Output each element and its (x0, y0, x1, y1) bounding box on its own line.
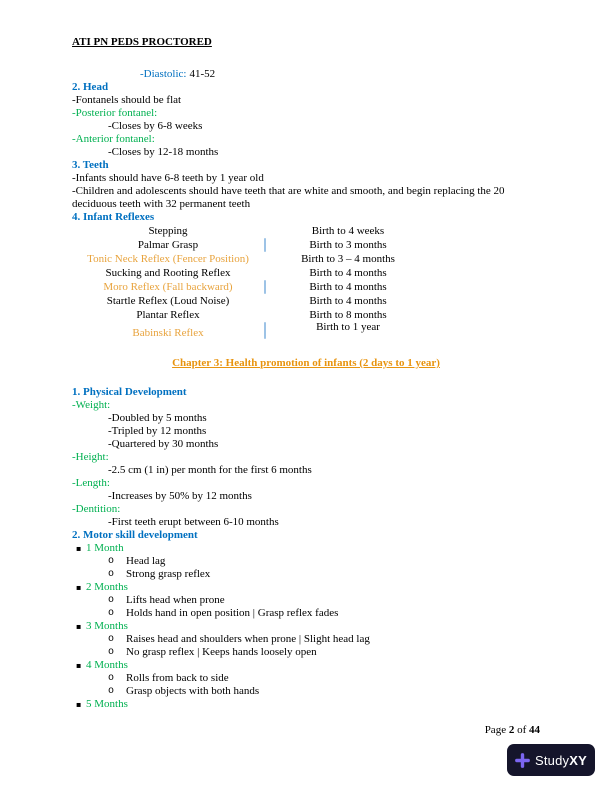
bullet-item (72, 555, 540, 568)
studyxy-logo (507, 744, 595, 776)
square-bullet-icon: ▪ (76, 544, 82, 553)
column-divider (264, 238, 266, 252)
diastolic-value: 41-52 (189, 68, 216, 80)
text-length-1: -Increases by 50% by 12 months (108, 490, 252, 502)
label-dentition: -Dentition: (72, 503, 121, 515)
item-text: Grasp objects with both hands (126, 685, 260, 697)
month-label: 1 Month (86, 542, 124, 554)
footer-page-number: 2 (508, 724, 515, 736)
column-divider (264, 266, 266, 280)
diastolic-line (72, 68, 540, 81)
reflex-table (72, 224, 540, 343)
bullet-item (72, 607, 540, 620)
reflex-age: Birth to 3 – 4 months (301, 253, 395, 265)
label-height: -Height: (72, 451, 109, 463)
brand-name (535, 754, 587, 767)
column-divider (264, 280, 266, 294)
text-fontanels-flat: -Fontanels should be flat (72, 94, 182, 106)
bullet-item (72, 594, 540, 607)
heading-motor-skill: 2. Motor skill development (72, 529, 198, 541)
bullet-month (72, 659, 540, 672)
heading-head: 2. Head (72, 81, 109, 93)
square-bullet-icon: ▪ (76, 622, 82, 631)
footer-page-total: 44 (529, 724, 540, 736)
page-footer (485, 724, 540, 737)
circle-bullet-icon: o (108, 634, 115, 645)
text-posterior-detail: -Closes by 6-8 weeks (108, 120, 203, 132)
reflex-row (72, 294, 540, 308)
month-label: 4 Months (86, 659, 128, 671)
text-weight-1: -Doubled by 5 months (108, 412, 207, 424)
reflex-age: Birth to 4 months (309, 267, 387, 279)
reflex-age: Birth to 4 months (309, 295, 387, 307)
reflex-name: Babinski Reflex (132, 327, 204, 339)
footer-prefix: Page (484, 724, 509, 736)
reflex-name: Startle Reflex (Loud Noise) (106, 295, 230, 307)
bullet-item (72, 672, 540, 685)
bullet-item (72, 685, 540, 698)
circle-bullet-icon: o (108, 595, 115, 606)
heading-physical-development: 1. Physical Development (72, 386, 187, 398)
label-anterior-fontanel: -Anterior fontanel: (72, 133, 155, 145)
plus-icon (515, 753, 530, 768)
reflex-name: Moro Reflex (Fall backward) (103, 281, 233, 293)
column-divider (264, 252, 266, 266)
spacer (72, 49, 540, 68)
item-text: No grasp reflex | Keeps hands loosely open (126, 646, 317, 658)
bullet-month (72, 542, 540, 555)
reflex-row (72, 280, 540, 294)
reflex-age: Birth to 3 months (309, 239, 387, 251)
item-text: Holds hand in open position | Grasp reflex fades (126, 607, 339, 619)
item-text: Head lag (126, 555, 166, 567)
reflex-age: Birth to 8 months (309, 309, 387, 321)
text-weight-2: -Tripled by 12 months (108, 425, 207, 437)
heading-infant-reflexes: 4. Infant Reflexes (72, 211, 155, 223)
reflex-age: Birth to 1 year (316, 321, 380, 333)
reflex-name: Sucking and Rooting Reflex (105, 267, 231, 279)
reflex-name: Tonic Neck Reflex (Fencer Position) (87, 253, 249, 265)
item-text: Raises head and shoulders when prone | Slight head lag (126, 633, 370, 645)
bullet-item (72, 568, 540, 581)
label-weight: -Weight: (72, 399, 111, 411)
text-anterior-detail: -Closes by 12-18 months (108, 146, 219, 158)
reflex-row (72, 321, 540, 343)
diastolic-label: -Diastolic: (140, 68, 187, 80)
reflex-row (72, 224, 540, 238)
circle-bullet-icon: o (108, 673, 115, 684)
item-text: Lifts head when prone (126, 594, 225, 606)
column-divider (264, 322, 266, 339)
month-label: 3 Months (86, 620, 128, 632)
bullet-item (72, 633, 540, 646)
circle-bullet-icon: o (108, 569, 115, 580)
reflex-row (72, 238, 540, 252)
label-posterior-fontanel: -Posterior fontanel: (72, 107, 158, 119)
bullet-item (72, 646, 540, 659)
spacer (72, 343, 540, 357)
item-text: Rolls from back to side (126, 672, 229, 684)
column-divider (264, 308, 266, 322)
circle-bullet-icon: o (108, 647, 115, 658)
bullet-month (72, 620, 540, 633)
square-bullet-icon: ▪ (76, 583, 82, 592)
circle-bullet-icon: o (108, 556, 115, 567)
brand-name-xy: XY (569, 752, 587, 768)
chapter-heading: Chapter 3: Health promotion of infants (2 days to 1 year) (172, 357, 440, 369)
bullet-month (72, 581, 540, 594)
footer-middle: of (514, 724, 529, 736)
reflex-row (72, 266, 540, 280)
reflex-row (72, 252, 540, 266)
reflex-age: Birth to 4 months (309, 281, 387, 293)
month-label: 5 Months (86, 698, 128, 710)
text-children-teeth: -Children and adolescents should have teeth that are white and smooth, and begin replacing the 20 deciduous teeth with 32 permanent teeth (72, 185, 505, 210)
reflex-name: Stepping (148, 225, 188, 237)
column-divider (264, 294, 266, 308)
spacer (72, 370, 540, 386)
item-text: Strong grasp reflex (126, 568, 211, 580)
heading-teeth: 3. Teeth (72, 159, 109, 171)
column-divider (264, 224, 266, 238)
text-height-1: -2.5 cm (1 in) per month for the first 6 months (108, 464, 312, 476)
month-label: 2 Months (86, 581, 128, 593)
text-weight-3: -Quartered by 30 months (108, 438, 219, 450)
reflex-age: Birth to 4 weeks (311, 225, 385, 237)
circle-bullet-icon: o (108, 608, 115, 619)
text-infants-teeth: -Infants should have 6-8 teeth by 1 year old (72, 172, 264, 184)
page-title: ATI PN PEDS PROCTORED (72, 36, 212, 48)
text-dentition-1: -First teeth erupt between 6-10 months (108, 516, 279, 528)
square-bullet-icon: ▪ (76, 661, 82, 670)
brand-name-study: Study (535, 752, 570, 768)
reflex-name: Palmar Grasp (137, 239, 199, 251)
bullet-month (72, 698, 540, 711)
label-length: -Length: (72, 477, 110, 489)
reflex-name: Plantar Reflex (136, 309, 200, 321)
square-bullet-icon: ▪ (76, 700, 82, 709)
circle-bullet-icon: o (108, 686, 115, 697)
